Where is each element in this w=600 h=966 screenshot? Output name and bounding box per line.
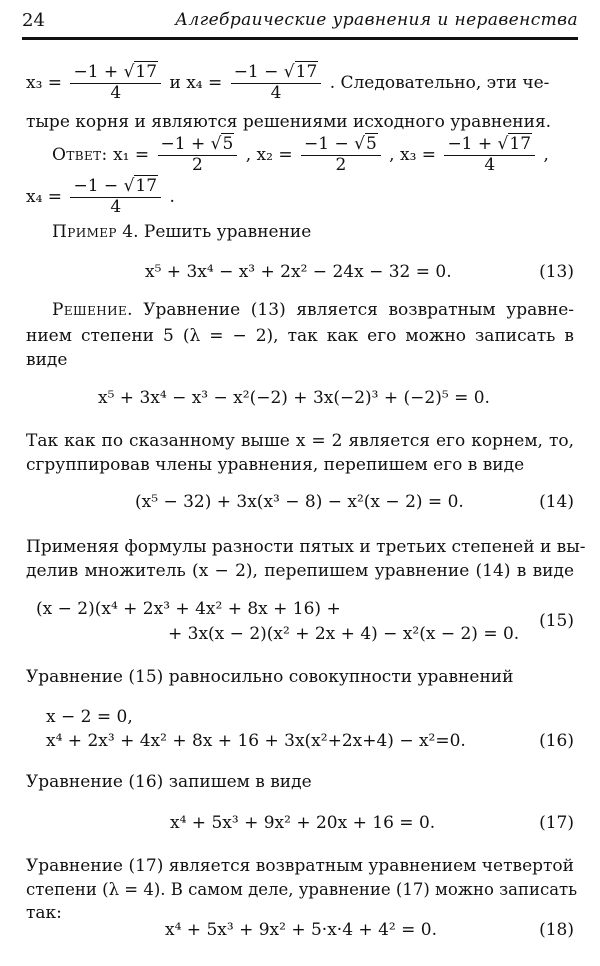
equation-15-part-1: (x − 2)(x⁴ + 2x³ + 4x² + 8x + 16) + [36,599,341,619]
answer-x3-lhs: , x₃ = [389,144,437,165]
answer-x3-denominator: 4 [484,154,496,175]
x4-fraction [231,64,322,103]
x1-numerator: −1 + √5 [158,136,238,156]
equation-16-part-1: x − 2 = 0, [46,707,133,727]
x4-lhs: x₄ = [186,72,223,93]
header-rule [22,37,578,40]
radicand: 17 [295,62,318,82]
answer-x4-end: . [169,186,175,207]
x4-denominator: 4 [270,82,282,103]
page-number: 24 [22,10,45,31]
equation-18: x⁴ + 5x³ + 9x² + 5·x·4 + 4² = 0. [165,920,437,940]
equation-15-part-2: + 3x(x − 2)(x² + 2x + 4) − x²(x − 2) = 0. [168,624,520,644]
roots-line-1 [26,64,549,103]
radicand: 17 [135,176,158,196]
solution-label: Решение [52,300,128,320]
para2-line-2: сгруппировав члены уравнения, перепишем его в виде [26,455,525,475]
example-label: Пример [52,222,117,242]
equation-17: x⁴ + 5x³ + 9x² + 20x + 16 = 0. [170,813,436,833]
radicand: 17 [509,134,532,154]
answer-x3-numerator: −1 + √17 [444,136,535,156]
roots-line-2: тыре корня и являются решениями исходного уравнения. [26,112,552,132]
solution-line-1 [52,300,574,321]
solution-line-1-text: . Уравнение (13) является возвратным уравне- [127,300,574,320]
roots-after-text: . Следовательно, эти че- [329,72,550,93]
para6-line-2: степени (λ = 4). В самом деле, уравнение (17) можно записать [26,880,578,899]
para6-line-1: Уравнение (17) является возвратным уравнением четвертой [26,856,574,876]
x3-denominator: 4 [110,82,122,103]
x4-numerator: −1 − √17 [231,64,322,84]
answer-line-2 [26,178,175,217]
para4-line-1: Уравнение (15) равносильно совокупности уравнений [26,667,514,687]
equation-13: x⁵ + 3x⁴ − x³ + 2x² − 24x − 32 = 0. [145,262,452,282]
answer-x4-lhs: x₄ = [26,186,63,207]
x3-lhs: x₃ = [26,72,63,93]
running-title: Алгебраические уравнения и неравенства [175,10,578,30]
equation-number-13: (13) [539,262,574,282]
equation-number-17: (17) [539,813,574,833]
equation-number-16: (16) [539,731,574,751]
solution-line-2: нием степени 5 (λ = − 2), так как его можно записать в [26,326,574,346]
answer-comma: , [543,144,549,165]
solution-line-3: виде [26,350,68,370]
para5-line-1: Уравнение (16) запишем в виде [26,772,312,792]
answer-x4-denominator: 4 [110,196,122,217]
equation-number-14: (14) [539,492,574,512]
para3-line-1: Применяя формулы разности пятых и третьих степеней и вы- [26,537,586,557]
x3-numerator: −1 + √17 [70,64,161,84]
radicand: 5 [365,134,377,154]
example-heading [52,222,574,243]
answer-line-1 [52,136,549,175]
para3-line-2: делив множитель (x − 2), перепишем уравнение (14) в виде [26,561,574,581]
equation-reciprocal-form: x⁵ + 3x⁴ − x³ − x²(−2) + 3x(−2)³ + (−2)⁵ = 0. [98,388,490,408]
answer-label: Ответ: [52,144,108,165]
example-text: 4. Решить уравнение [116,222,312,242]
x2-fraction [301,136,381,175]
x1-denominator: 2 [192,154,203,175]
radicand: 5 [222,134,234,154]
answer-x4-fraction [70,178,161,217]
x2-numerator: −1 − √5 [301,136,381,156]
equation-number-15: (15) [539,611,574,631]
para2-line-1: Так как по сказанному выше x = 2 является его корнем, то, [26,431,574,451]
para6-line-3: так: [26,903,62,923]
x3-fraction [70,64,161,103]
answer-x3-fraction [444,136,535,175]
x2-denominator: 2 [335,154,347,175]
equation-number-18: (18) [539,920,574,940]
x1-fraction [158,136,238,175]
answer-x4-numerator: −1 − √17 [70,178,161,198]
equation-14: (x⁵ − 32) + 3x(x³ − 8) − x²(x − 2) = 0. [135,492,464,512]
x2-lhs: , x₂ = [245,144,293,165]
running-header [22,10,578,36]
radicand: 17 [135,62,158,82]
x1-lhs: x₁ = [113,144,150,165]
equation-16-part-2: x⁴ + 2x³ + 4x² + 8x + 16 + 3x(x²+2x+4) − x²=0. [46,731,466,751]
and-word: и [169,72,181,93]
